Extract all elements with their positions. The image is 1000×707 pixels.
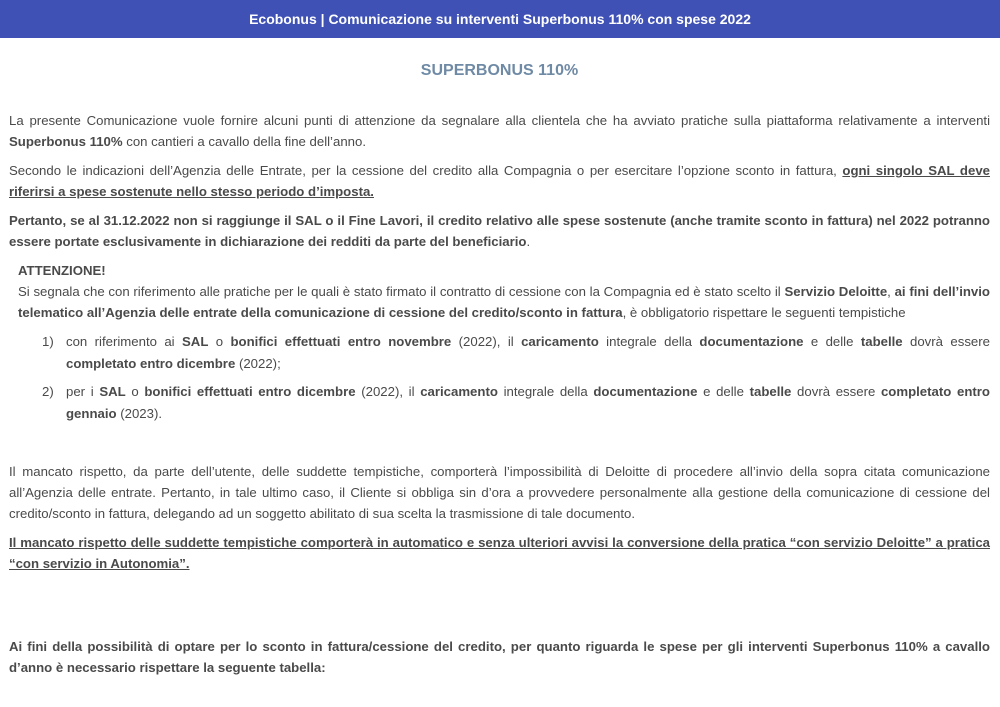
header-bar [0, 0, 1000, 38]
attention-box [9, 260, 990, 425]
sal-underlined-text: ogni singolo SAL deve riferirsi a spese sostenute nello stesso periodo d’imposta. [9, 163, 990, 199]
pertanto-paragraph: Pertanto, se al 31.12.2022 non si raggiunge il SAL o il Fine Lavori, il credito relativo alle spese sostenute (anche tramite sconto in fattura) nel 2022 potranno essere portate esclusivamente in dichiarazione dei redditi da parte del beneficiario. [9, 213, 990, 249]
table-intro-paragraph: Ai fini della possibilità di optare per lo sconto in fattura/cessione del credito, per quanto riguarda le spese per gli interventi Superbonus 110% a cavallo d’anno è necessario rispettare la seguente tabella: [9, 639, 990, 675]
header-title: Ecobonus | Comunicazione su interventi Superbonus 110% con spese 2022 [249, 11, 751, 27]
page-title: SUPERBONUS 110% [420, 62, 579, 79]
conversion-warning: Il mancato rispetto delle suddette tempistiche comporterà in automatico e senza ulteriori avvisi la conversione della pratica “con servizio Deloitte” a pratica “con servizio in Autonomia”. [9, 535, 990, 571]
mancato-rispetto-paragraph: Il mancato rispetto, da parte dell’utente, delle suddette tempistiche, comporterà l’impossibilità di Deloitte di procedere all’invio della sopra citata comunicazione all’Agenzia delle entrate. Pertanto, in tale ultimo caso, il Cliente si obbliga sin d’ora a provvedere personalmente alla gestione della comunicazione di cessione del credito/sconto in fattura, delegando ad un soggetto abilitato di sua scelta la trasmissione di tale documento. [9, 464, 990, 521]
intro-paragraph: La presente Comunicazione vuole fornire alcuni punti di attenzione da segnalare alla clientela che ha avviato pratiche sulla piattaforma relativamente a interventi Superbonus 110% con cantieri a cavallo della fine dell’anno. [9, 113, 990, 149]
list-item: 2) per i SAL o bonifici effettuati entro dicembre (2022), il caricamento integrale della documentazione e delle tabelle dovrà essere completato entro gennaio (2023). [42, 384, 990, 421]
attention-heading: ATTENZIONE! [18, 263, 106, 278]
main-content [0, 62, 1000, 678]
attention-text: Si segnala che con riferimento alle pratiche per le quali è stato firmato il contratto di cessione con la Compagnia ed è stato scelto il Servizio Deloitte, ai fini dell’invio telematico all’Agenzia delle entrate della comunicazione di cessione del credito/sconto in fattura, è obbligatorio rispettare le seguenti tempistiche [18, 284, 990, 320]
list-item: 1) con riferimento ai SAL o bonifici effettuati entro novembre (2022), il caricamento integrale della documentazione e delle tabelle dovrà essere completato entro dicembre (2022); [42, 334, 990, 371]
deadline-list [18, 331, 990, 425]
agenzia-paragraph: Secondo le indicazioni dell’Agenzia delle Entrate, per la cessione del credito alla Compagnia o per esercitare l’opzione sconto in fattura, ogni singolo SAL deve riferirsi a spese sostenute nello stesso periodo d’imposta. [9, 163, 990, 199]
